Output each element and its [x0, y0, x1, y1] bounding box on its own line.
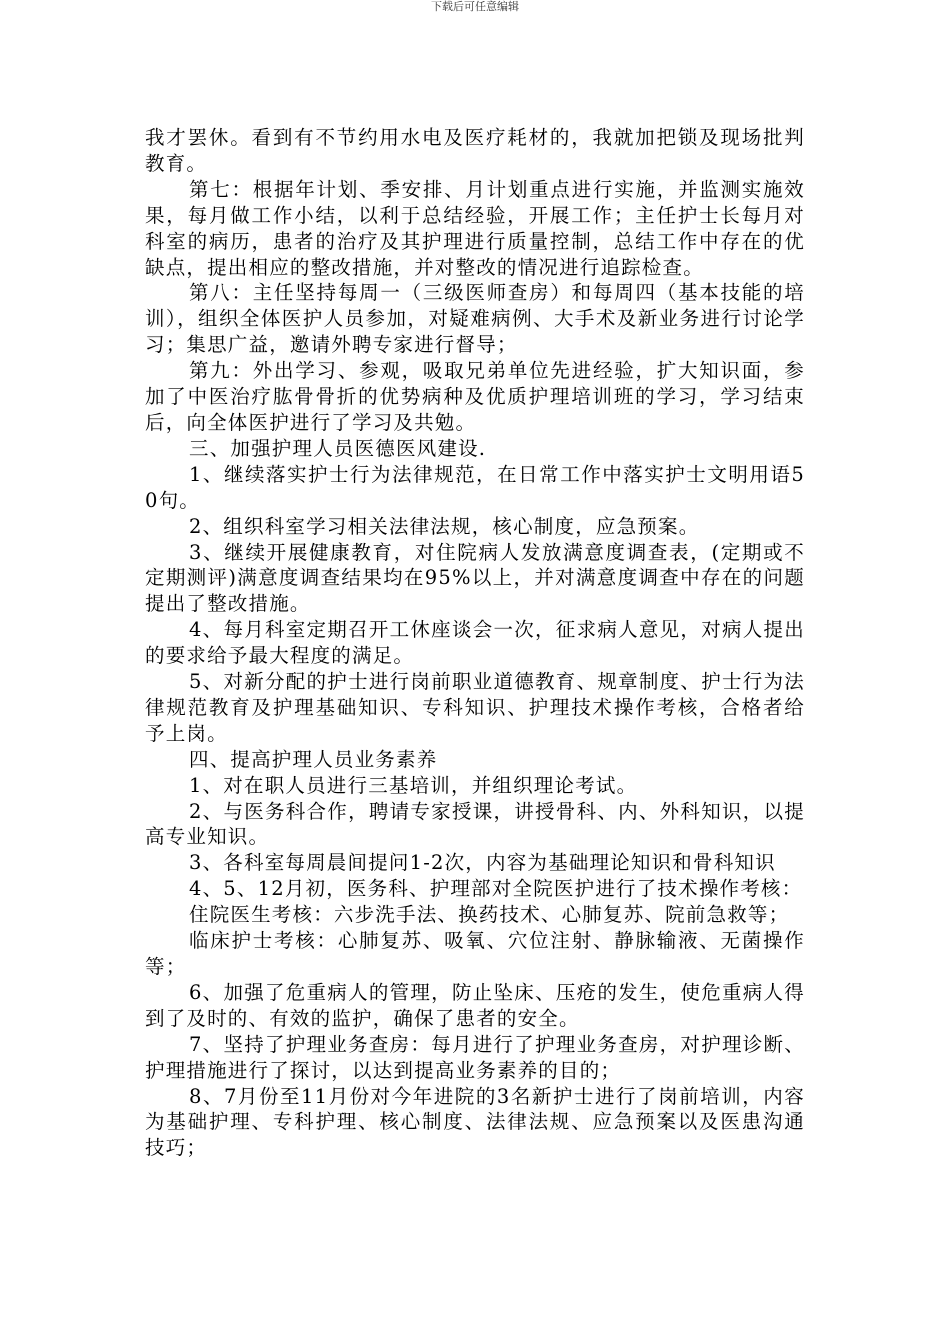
paragraph: 第七：根据年计划、季安排、月计划重点进行实施，并监测实施效果，每月做工作小结，以利于总结经验，开展工作；主任护士长每月对科室的病历，患者的治疗及其护理进行质量控制，总结工作中存在的优缺点，提出相应的整改措施，并对整改的情况进行追踪检查。 [145, 177, 805, 279]
paragraph: 4、每月科室定期召开工休座谈会一次，征求病人意见，对病人提出的要求给予最大程度的满足。 [145, 618, 805, 668]
paragraph: 1、对在职人员进行三基培训，并组织理论考试。 [189, 773, 638, 797]
paragraph: 2、与医务科合作，聘请专家授课，讲授骨科、内、外科知识，以提高专业知识。 [145, 799, 805, 849]
paragraph: 5、对新分配的护士进行岗前职业道德教育、规章制度、护士行为法律规范教育及护理基础知识、专科知识、护理技术操作考核，合格者给予上岗。 [145, 670, 805, 745]
page-header-note: 下载后可任意编辑 [431, 0, 519, 13]
paragraph: 6、加强了危重病人的管理，防止坠床、压疮的发生，使危重病人得到了及时的、有效的监护，确保了患者的安全。 [145, 980, 805, 1030]
document-body [145, 125, 805, 1161]
paragraph: 1、继续落实护士行为法律规范，在日常工作中落实护士文明用语50句。 [145, 462, 805, 512]
paragraph: 3、各科室每周晨间提问1-2次，内容为基础理论知识和骨科知识 [189, 851, 776, 875]
paragraph: 临床护士考核：心肺复苏、吸氧、穴位注射、静脉输液、无菌操作等； [145, 929, 805, 978]
paragraph: 我才罢休。看到有不节约用水电及医疗耗材的，我就加把锁及现场批判教育。 [145, 126, 805, 175]
paragraph: 8、7月份至11月份对今年进院的3名新护士进行了岗前培训，内容为基础护理、专科护理、核心制度、法律法规、应急预案以及医患沟通技巧； [145, 1084, 805, 1160]
paragraph: 第九：外出学习、参观，吸取兄弟单位先进经验，扩大知识面，参加了中医治疗肱骨骨折的优势病种及优质护理培训班的学习，学习结束后，向全体医护进行了学习及共勉。 [145, 359, 805, 434]
paragraph: 第八：主任坚持每周一（三级医师查房）和每周四（基本技能的培训），组织全体医护人员参加，对疑难病例、大手术及新业务进行讨论学习；集思广益，邀请外聘专家进行督导； [145, 281, 805, 357]
section-heading: 四、提高护理人员业务素养 [189, 747, 438, 771]
paragraph: 3、继续开展健康教育，对住院病人发放满意度调查表，(定期或不定期测评)满意度调查结果均在95%以上，并对满意度调查中存在的问题提出了整改措施。 [145, 540, 805, 616]
paragraph: 住院医生考核：六步洗手法、换药技术、心肺复苏、院前急救等； [189, 903, 790, 927]
section-heading: 三、加强护理人员医德医风建设. [189, 436, 487, 460]
paragraph: 2、组织科室学习相关法律法规，核心制度，应急预案。 [189, 514, 700, 538]
paragraph: 4、5、12月初，医务科、护理部对全院医护进行了技术操作考核： [189, 877, 803, 901]
paragraph: 7、坚持了护理业务查房：每月进行了护理业务查房，对护理诊断、护理措施进行了探讨，以达到提高业务素养的目的； [145, 1032, 805, 1082]
